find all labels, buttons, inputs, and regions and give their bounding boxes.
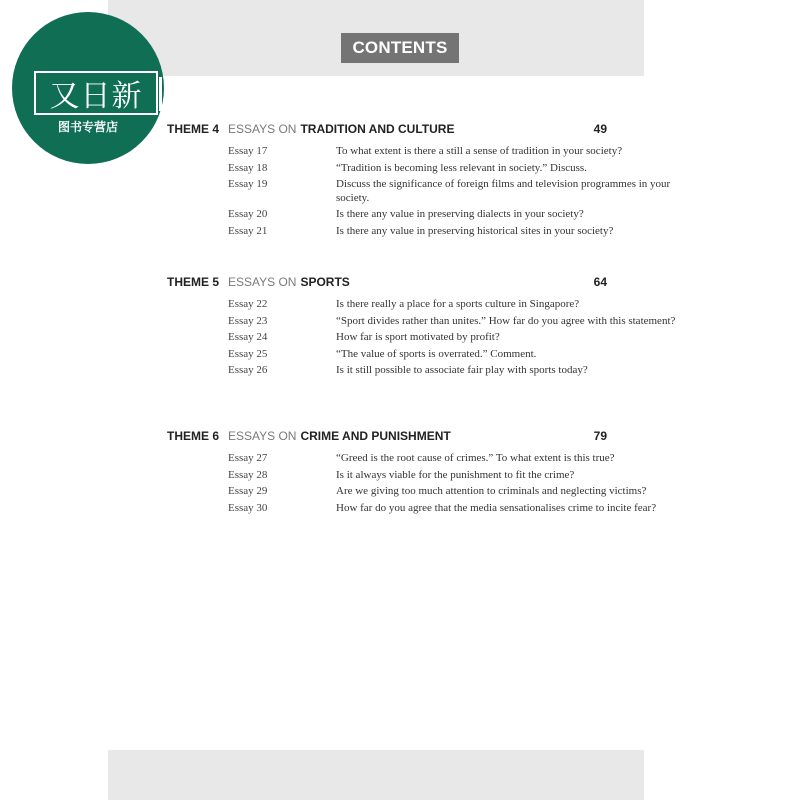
essay-entry: [228, 452, 615, 466]
page-sheet: [108, 0, 644, 800]
essay-number: Essay 17: [228, 145, 268, 157]
essay-number: Essay 22: [228, 298, 268, 310]
essay-number: Essay 28: [228, 468, 268, 481]
essay-number: Essay 18: [228, 161, 268, 174]
theme-header: [167, 122, 612, 142]
theme-page-number: 64: [593, 275, 607, 289]
essay-text: “The value of sports is overrated.” Comment.: [336, 347, 537, 360]
footer-band: [108, 750, 644, 800]
essay-text: “Tradition is becoming less relevant in society.” Discuss.: [336, 161, 587, 174]
essay-entry: [228, 208, 612, 222]
essay-text: How far do you agree that the media sensationalises crime to incite fear?: [336, 501, 657, 514]
theme-prefix-text: ESSAYS ON: [228, 429, 297, 443]
essay-number: Essay 26: [228, 364, 268, 376]
essay-number: Essay 21: [228, 224, 268, 237]
essay-entry: [228, 314, 676, 329]
contents-title: CONTENTS: [352, 38, 448, 57]
essay-entry: [228, 162, 612, 176]
essay-entry: [228, 348, 612, 362]
essay-text: Is it still possible to associate fair play with sports today?: [336, 364, 588, 376]
theme-number: THEME 5: [167, 275, 220, 289]
essay-number: Essay 20: [228, 208, 268, 220]
essay-text: “Greed is the root cause of crimes.” To what extent is this true?: [336, 452, 615, 464]
theme-page-number: 49: [593, 122, 607, 136]
essay-number: Essay 25: [228, 347, 268, 360]
theme-prefix: [228, 122, 454, 136]
essay-text: Is there any value in preserving historical sites in your society?: [336, 224, 614, 237]
essay-entry: [228, 364, 612, 378]
badge-name: 又日新: [49, 79, 143, 114]
theme-prefix-text: ESSAYS ON: [228, 122, 297, 136]
theme-header: [167, 429, 612, 449]
theme-prefix: [228, 429, 451, 443]
badge-subtitle: 图书专营店: [57, 120, 118, 134]
essay-text: Is it always viable for the punishment to fit the crime?: [336, 468, 575, 481]
essay-number: Essay 19: [228, 178, 268, 190]
essay-entry: [228, 331, 612, 345]
essay-number: Essay 23: [228, 314, 268, 327]
essay-entry: [228, 178, 671, 205]
theme-page-number: 79: [593, 429, 607, 443]
essay-text: Is there really a place for a sports culture in Singapore?: [336, 298, 580, 310]
theme-section-4: [167, 122, 671, 238]
theme-number: THEME 4: [167, 122, 220, 136]
essay-entry: [228, 485, 647, 499]
theme-prefix-text: ESSAYS ON: [228, 275, 297, 289]
theme-title: SPORTS: [300, 275, 350, 289]
contents-heading: [341, 33, 459, 63]
essay-text: Discuss the significance of foreign films and television programmes in your society.: [336, 178, 671, 204]
store-badge-logo: [12, 12, 164, 164]
theme-title: CRIME AND PUNISHMENT: [300, 429, 451, 443]
badge-name-frame: [34, 71, 158, 115]
essay-entry: [228, 469, 612, 483]
theme-number: THEME 6: [167, 429, 220, 443]
essay-entry: [228, 145, 623, 159]
essay-text: Are we giving too much attention to criminals and neglecting victims?: [336, 485, 647, 497]
essay-number: Essay 30: [228, 501, 268, 514]
theme-title: TRADITION AND CULTURE: [300, 122, 455, 136]
essay-entry: [228, 298, 612, 312]
essay-entry: [228, 225, 612, 239]
theme-prefix: [228, 275, 350, 289]
essay-number: Essay 29: [228, 485, 268, 497]
theme-section-6: [167, 429, 657, 515]
essay-text: To what extent is there a still a sense of tradition in your society?: [336, 145, 623, 157]
essay-text: How far is sport motivated by profit?: [336, 331, 500, 343]
essay-text: Is there any value in preserving dialects in your society?: [336, 208, 584, 220]
theme-section-5: [167, 275, 676, 378]
essay-number: Essay 27: [228, 452, 268, 464]
essay-text: “Sport divides rather than unites.” How far do you agree with this statement?: [336, 314, 676, 327]
essay-number: Essay 24: [228, 331, 268, 343]
essay-entry: [228, 501, 657, 516]
theme-header: [167, 275, 612, 295]
